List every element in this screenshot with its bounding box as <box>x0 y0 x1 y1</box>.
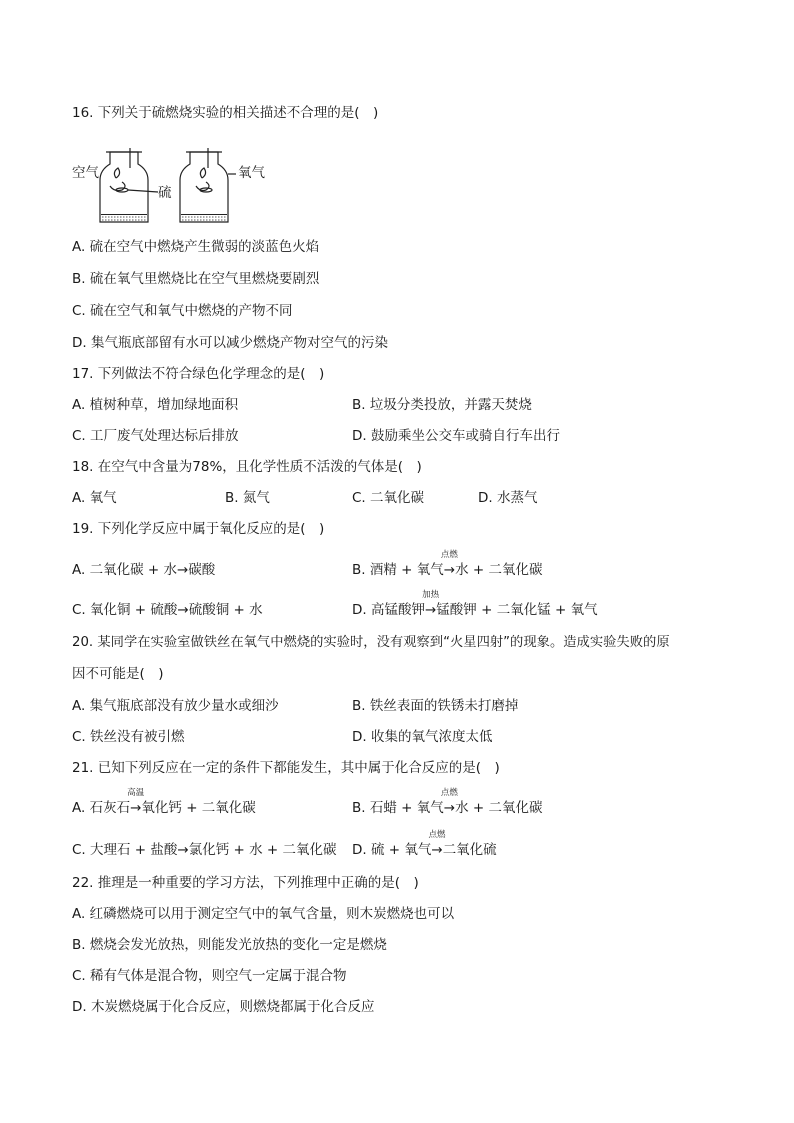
q19-option-a: A. 二氧化碳 + 水→碳酸 <box>72 562 216 578</box>
q18-option-a: A. 氧气 <box>72 490 117 506</box>
q18-option-c: C. 二氧化碳 <box>352 490 425 506</box>
q19-d-arrow <box>422 590 440 619</box>
q17-option-d: D. 鼓励乘坐公交车或骑自行车出行 <box>352 428 560 444</box>
question-16-stem: 16. 下列关于硫燃烧实验的相关描述不合理的是( ) <box>72 105 379 121</box>
q19-b-arrow <box>440 550 458 579</box>
q17-option-a: A. 植树种草，增加绿地面积 <box>72 397 239 413</box>
question-22-stem: 22. 推理是一种重要的学习方法，下列推理中正确的是( ) <box>72 875 419 891</box>
q20-option-d: D. 收集的氧气浓度太低 <box>352 729 493 745</box>
q19-d-products: 锰酸钾 + 二氧化锰 + 氧气 <box>436 602 598 618</box>
figure-label-oxygen: 氧气 <box>238 165 265 181</box>
q21-a-arrow <box>127 788 145 817</box>
q21-b-arrow <box>440 788 458 817</box>
q21-option-b <box>352 788 543 817</box>
q19-d-arrow-glyph: → <box>424 602 437 618</box>
q17-option-c: C. 工厂废气处理达标后排放 <box>72 428 239 444</box>
q22-option-a: A. 红磷燃烧可以用于测定空气中的氧气含量，则木炭燃烧也可以 <box>72 906 455 922</box>
figure-label-sulfur: 硫 <box>158 185 172 201</box>
q21-option-a <box>72 788 256 817</box>
q16-option-a: A. 硫在空气中燃烧产生微弱的淡蓝色火焰 <box>72 239 320 255</box>
q19-option-d <box>352 590 598 619</box>
question-21-stem: 21. 已知下列反应在一定的条件下都能发生，其中属于化合反应的是( ) <box>72 760 500 776</box>
figure-label-air: 空气 <box>72 165 99 181</box>
q21-d-condition: 点燃 <box>428 830 446 840</box>
q19-option-c: C. 氧化铜 + 硫酸→硫酸铜 + 水 <box>72 602 263 618</box>
q21-a-reactants: A. 石灰石 <box>72 800 131 816</box>
q19-b-products: 水 + 二氧化碳 <box>455 562 543 578</box>
q21-option-d <box>352 830 497 859</box>
question-20-stem-line2: 因不可能是( ) <box>72 666 164 682</box>
q21-b-products: 水 + 二氧化碳 <box>455 800 543 816</box>
question-17-stem: 17. 下列做法不符合绿色化学理念的是( ) <box>72 366 325 382</box>
q19-b-arrow-glyph: → <box>443 562 456 578</box>
q21-b-arrow-glyph: → <box>443 800 456 816</box>
q18-option-d: D. 水蒸气 <box>478 490 538 506</box>
q21-d-products: 二氧化硫 <box>442 842 497 858</box>
q17-option-b: B. 垃圾分类投放，并露天焚烧 <box>352 397 532 413</box>
q19-b-reactants: B. 酒精 + 氧气 <box>352 562 444 578</box>
question-18-stem: 18. 在空气中含量为78%，且化学性质不活泼的气体是( ) <box>72 459 422 475</box>
q21-option-c: C. 大理石 + 盐酸→氯化钙 + 水 + 二氧化碳 <box>72 842 337 858</box>
q19-option-b <box>352 550 543 579</box>
q20-option-c: C. 铁丝没有被引燃 <box>72 729 185 745</box>
question-20-stem-line1: 20. 某同学在实验室做铁丝在氧气中燃烧的实验时，没有观察到“火星四射”的现象。造成实验失败的原 <box>72 635 670 650</box>
q16-option-c: C. 硫在空气和氧气中燃烧的产物不同 <box>72 303 293 319</box>
q21-a-arrow-glyph: → <box>130 800 142 816</box>
q16-option-d: D. 集气瓶底部留有水可以减少燃烧产物对空气的污染 <box>72 335 388 351</box>
q20-option-a: A. 集气瓶底部没有放少量水或细沙 <box>72 698 279 714</box>
question-19-stem: 19. 下列化学反应中属于氧化反应的是( ) <box>72 521 325 537</box>
q19-b-condition: 点燃 <box>440 550 458 560</box>
q22-option-c: C. 稀有气体是混合物，则空气一定属于混合物 <box>72 968 347 984</box>
q21-a-products: 氧化钙 + 二氧化碳 <box>141 800 256 816</box>
q21-a-condition: 高温 <box>127 788 145 798</box>
q22-option-d: D. 木炭燃烧属于化合反应，则燃烧都属于化合反应 <box>72 999 375 1015</box>
q21-d-reactants: D. 硫 + 氧气 <box>352 842 432 858</box>
q21-d-arrow <box>428 830 446 859</box>
q21-d-arrow-glyph: → <box>431 842 443 858</box>
q21-b-condition: 点燃 <box>440 788 458 798</box>
q19-d-condition: 加热 <box>422 590 440 600</box>
q22-option-b: B. 燃烧会发光放热，则能发光放热的变化一定是燃烧 <box>72 937 387 953</box>
q20-option-b: B. 铁丝表面的铁锈未打磨掉 <box>352 698 519 714</box>
q21-b-reactants: B. 石蜡 + 氧气 <box>352 800 444 816</box>
q16-option-b: B. 硫在氧气里燃烧比在空气里燃烧要剧烈 <box>72 271 320 287</box>
q19-d-reactants: D. 高锰酸钾 <box>352 602 425 618</box>
q18-option-b: B. 氮气 <box>225 490 270 506</box>
